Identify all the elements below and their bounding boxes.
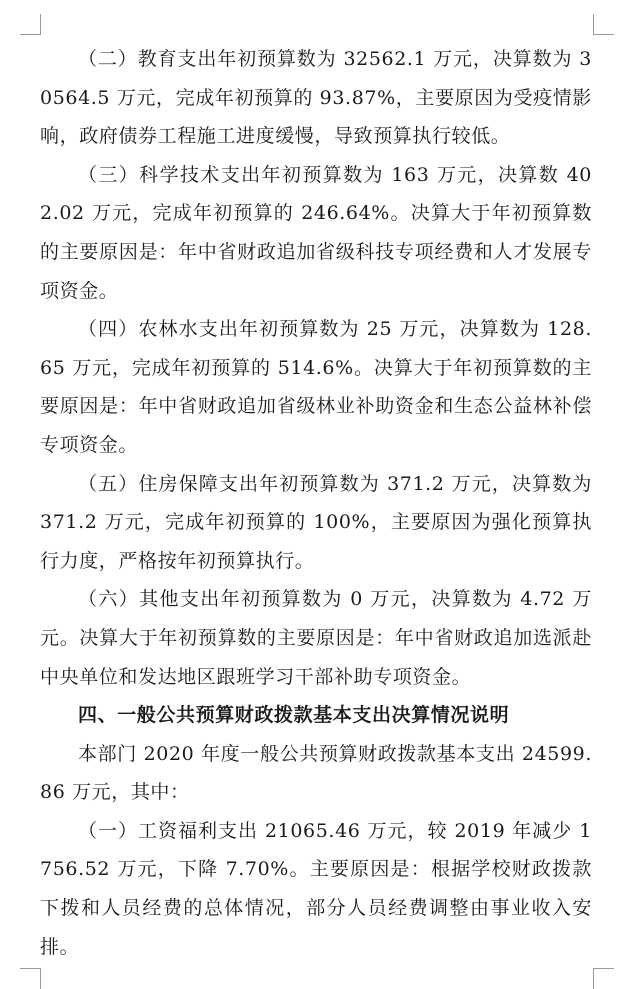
paragraph-basic-expenditure-total: 本部门 2020 年度一般公共预算财政拨款基本支出 24599.86 万元，其中： — [40, 742, 592, 804]
paragraph-agriculture-forestry-water-expenditure: （四）农林水支出年初预算数为 25 万元，决算数为 128.65 万元，完成年初预算的 514.6%。决算大于年初预算数的主要原因是：年中省财政追加省级林业补助资金和生态公益林补偿专项资金。 — [40, 318, 592, 456]
document-body — [40, 40, 592, 966]
page-corner-mark-top-left — [20, 14, 41, 35]
paragraph-education-expenditure: （二）教育支出年初预算数为 32562.1 万元，决算数为 30564.5 万元，完成年初预算的 93.87%，主要原因为受疫情影响，政府债券工程施工进度缓慢，导致预算执行较低。 — [40, 48, 592, 148]
paragraph-science-technology-expenditure: （三）科学技术支出年初预算数为 163 万元，决算数 402.02 万元，完成年初预算的 246.64%。决算大于年初预算数的主要原因是：年中省财政追加省级科技专项经费和人才发展专项资金。 — [40, 163, 592, 302]
paragraph-housing-security-expenditure: （五）住房保障支出年初预算数为 371.2 万元，决算数为 371.2 万元，完成年初预算的 100%，主要原因为强化预算执行力度，严格按年初预算执行。 — [40, 472, 592, 572]
page-corner-mark-top-right — [593, 14, 614, 35]
paragraph-other-expenditure: （六）其他支出年初预算数为 0 万元，决算数为 4.72 万元。决算大于年初预算数的主要原因是：年中省财政追加选派赴中央单位和发达地区跟班学习干部补助专项资金。 — [40, 588, 592, 688]
paragraph-salary-welfare-expenditure: （一）工资福利支出 21065.46 万元，较 2019 年减少 1756.52 万元，下降 7.70%。主要原因是：根据学校财政拨款下拨和人员经费的总体情况，部分人员经费调整由事业收入安排。 — [40, 819, 592, 958]
page-corner-mark-bottom-right — [593, 968, 614, 989]
page-corner-mark-bottom-left — [20, 968, 41, 989]
section-heading-basic-expenditure: 四、一般公共预算财政拨款基本支出决算情况说明 — [78, 704, 510, 727]
